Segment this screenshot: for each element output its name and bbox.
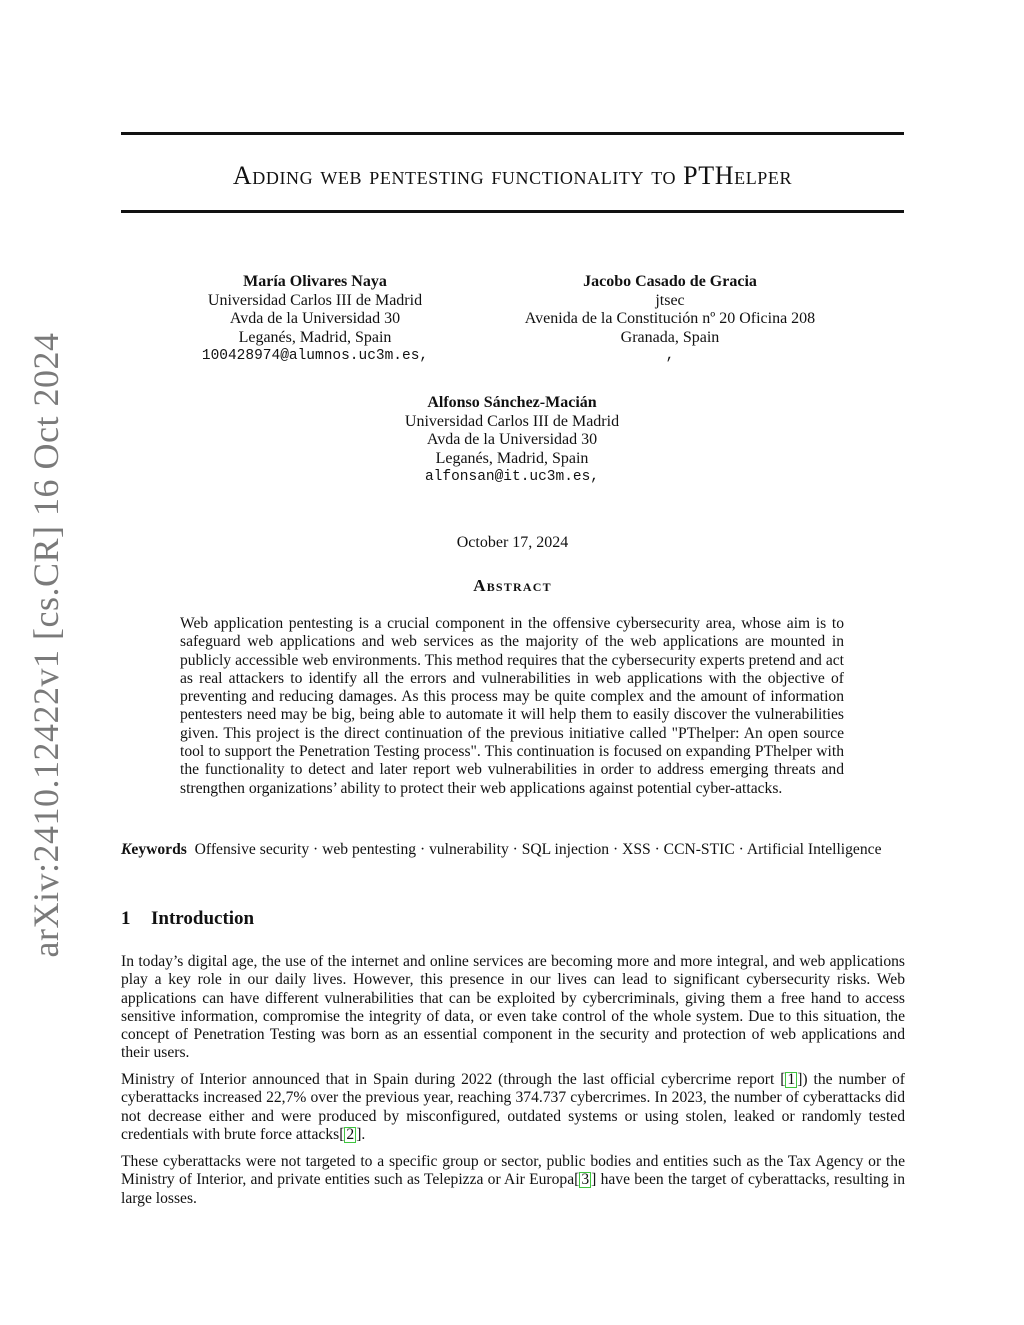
author-block-3: [370, 394, 654, 487]
paper-title: Adding web pentesting functionality to PTHelper: [232, 161, 793, 190]
citation-link-2[interactable]: 2: [346, 1125, 355, 1143]
author-name: Jacobo Casado de Gracia: [583, 273, 757, 290]
arxiv-identifier-stamp: arXiv:2410.12422v1 [cs.CR] 16 Oct 2024: [26, 332, 66, 958]
keywords-text: Offensive security · web pentesting · vulnerability · SQL injection · XSS · CCN-STIC · Artificial Intelligence: [194, 841, 882, 858]
paragraph-text: ] have been the target of cyberattacks, resulting in large losses.: [121, 1171, 906, 1207]
author-name: María Olivares Naya: [243, 273, 387, 290]
intro-paragraph-2: [121, 1071, 905, 1144]
author-email[interactable]: 100428974@alumnos.uc3m.es,: [201, 348, 429, 364]
author-email: ,: [665, 348, 675, 364]
citation-link-1[interactable]: 1: [787, 1071, 796, 1088]
author-block-1: [180, 273, 450, 366]
keywords-label-rest: eywords: [131, 841, 187, 858]
author-address: Avenida de la Constitución nº 20 Oficina 208: [524, 310, 816, 327]
author-city: Leganés, Madrid, Spain: [238, 328, 392, 346]
abstract-heading: Abstract: [473, 576, 552, 595]
author-address: Avda de la Universidad 30: [229, 310, 401, 327]
author-block-2: [500, 273, 840, 366]
author-city: Leganés, Madrid, Spain: [435, 449, 589, 467]
author-affiliation: Universidad Carlos III de Madrid: [207, 291, 423, 309]
keywords-line: [121, 841, 904, 859]
abstract-text: Web application pentesting is a crucial component in the offensive cybersecurity area, whose aim is to safeguard web applications and web services as the majority of the web applications are mounted in publicly accessible web environments. This method requires that the cybersecurity experts pretend and act as real attackers to identify all the errors and vulnerabilities in web applications with the objective of preventing and reducing damages. As this process may be quite complex and the amount of information pentesters need may be big, being able to automate it will help them to easily discover the vulnerabilities given. This project is the direct continuation of the previous initiative called "PThelper: An open source tool to support the Penetration Testing process". This continuation is focused on expanding PThelper with the functionality to detect and later report web vulnerabilities in order to address emerging threats and strengthen organizations’ ability to protect their web applications against potential cyber-attacks.: [180, 615, 844, 797]
author-address: Avda de la Universidad 30: [426, 431, 598, 448]
section-heading-introduction: [121, 908, 254, 930]
section-number: 1: [121, 908, 131, 929]
paper-date: October 17, 2024: [456, 534, 569, 551]
title-top-rule: [121, 132, 904, 135]
author-affiliation: Universidad Carlos III de Madrid: [404, 412, 620, 430]
keywords-label-initial: K: [121, 841, 132, 858]
author-email[interactable]: alfonsan@it.uc3m.es,: [424, 469, 600, 485]
intro-paragraph-3: [121, 1153, 905, 1208]
paragraph-text: Ministry of Interior announced that in Spain during 2022 (through the last official cybercrime report [: [121, 1071, 786, 1088]
section-title: Introduction: [151, 908, 255, 929]
author-name: Alfonso Sánchez-Macián: [427, 394, 597, 411]
citation-link-3[interactable]: 3: [581, 1171, 590, 1189]
author-city: Granada, Spain: [620, 328, 720, 346]
author-affiliation: jtsec: [655, 291, 685, 309]
paragraph-text: ].: [356, 1125, 366, 1143]
paragraph-text: ]) the number of cyberattacks increased 22,7% over the previous year, reaching 374.737 cybercrimes. In 2023, the number of cyberattacks did not decrease either and were produced by misconfigured, outdated systems or using stolen, leaked or randomly tested credentials with brute force attacks[: [121, 1071, 905, 1143]
intro-paragraph-1: In today’s digital age, the use of the internet and online services are becoming more and more integral, and web applications play a key role in our daily lives. However, this presence in our lives can lead to significant cybersecurity risks. Web applications can have different vulnerabilities that can be exploited by cybercriminals, giving them a free hand to access sensitive information, compromise the integrity of data, or even take control of the whole system. Due to this situation, the concept of Penetration Testing was born as an essential component in the security and protection of web applications and their users.: [121, 953, 905, 1062]
paragraph-text: These cyberattacks were not targeted to a specific group or sector, public bodies and entities such as the Tax Agency or the Ministry of Interior, and private entities such as Telepizza or Air Europa[: [121, 1153, 905, 1189]
title-bottom-rule: [121, 210, 904, 213]
